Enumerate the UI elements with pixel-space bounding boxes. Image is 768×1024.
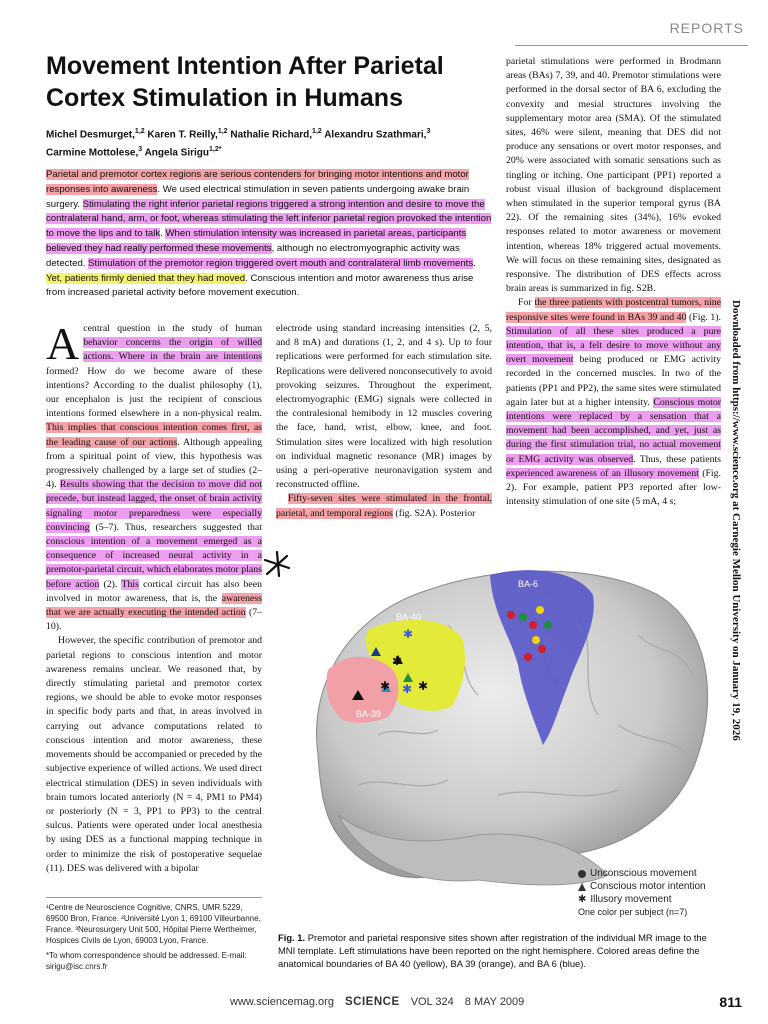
issue-date: 8 MAY 2009 — [464, 996, 525, 1008]
unconscious-marker — [529, 621, 537, 629]
text-run: . — [473, 257, 476, 269]
unconscious-marker — [524, 653, 532, 661]
highlighted-text: conscious intention of a movement emerged as a consequence of increased neural activity in a premotor-parietal circuit, which elaborates motor plans before action — [46, 536, 262, 590]
text-run: being produced or EMG activity recorded in the concerned muscles. In two of the patients (PP1 and PP2), the same sites were stimulated again later but at a higher intensity. — [506, 354, 721, 408]
caption-label: Fig. 1. — [278, 932, 306, 943]
paragraph — [46, 318, 263, 634]
text-run: cortical circuit has also been involved in motor awareness, that is, the — [46, 578, 262, 604]
unconscious-marker — [544, 621, 552, 629]
highlighted-text: Fifty-seven sites were stimulated in the frontal, parietal, and temporal regions — [276, 493, 492, 519]
illusory-marker: ✱ — [402, 682, 413, 696]
legend-note: One color per subject (n=7) — [578, 907, 688, 917]
footnotes — [46, 897, 262, 976]
drop-cap: A — [46, 318, 80, 369]
illusory-marker: ✱ — [403, 627, 414, 641]
highlighted-text: Stimulation of all these sites produced a pure intention, that is, a felt desire to move without any overt movement — [506, 325, 721, 366]
unconscious-marker — [519, 613, 527, 621]
paragraph — [276, 322, 492, 492]
text-run: . Although appealing from a spiritual point of view, this hypothesis was progressively challenged by a large set of studies (2–4). — [46, 436, 263, 491]
download-notice: Downloaded from https://www.science.org at Carnegie Mellon University on January 19, 2026 — [730, 300, 742, 741]
label-ba39: BA-39 — [356, 709, 382, 719]
unconscious-marker — [507, 611, 515, 619]
text-run: (5–7). Thus, researchers suggested that — [89, 521, 262, 533]
highlighted-text: This implies that conscious intention comes first, as the leading cause of our actions — [46, 422, 262, 448]
volume: VOL 324 — [410, 996, 454, 1008]
paragraph — [46, 634, 262, 875]
author-name: Karen T. Reilly, — [144, 129, 218, 141]
author-name: Alexandru Szathmari, — [321, 129, 427, 141]
circle-icon — [578, 870, 586, 878]
figure-legend — [578, 867, 706, 919]
text-run: . — [160, 228, 166, 240]
highlighted-text: When stimulation intensity was increased in parietal areas, participants believed they had really performed these movements — [46, 228, 467, 254]
text-run: . We used electrical stimulation in seven patients undergoing awake brain surgery. — [46, 183, 470, 210]
label-ba40: BA-40 — [396, 612, 422, 622]
author-affiliation-mark: 1,2* — [209, 146, 222, 154]
highlighted-text: experienced awareness of an illusory movement — [506, 467, 699, 479]
section-label: REPORTS — [669, 20, 744, 36]
figure-caption — [278, 931, 723, 970]
text-run: (7–10). — [46, 607, 262, 633]
author-affiliation-mark: 1,2 — [217, 128, 228, 135]
author-affiliation-mark: 1,2 — [312, 128, 322, 135]
header-rule — [515, 45, 748, 46]
legend-unconscious: Unconscious movement — [578, 867, 706, 880]
paragraph — [276, 492, 492, 520]
text-run: central question in the study of human — [83, 323, 262, 334]
highlighted-text: Parietal and premotor cortex regions are serious contenders for bringing motor intentions and motor responses into awareness — [46, 169, 469, 195]
author-name: Angela Sirigu — [142, 147, 210, 159]
journal-url: www.sciencemag.org — [230, 996, 334, 1008]
text-run: parietal stimulations were performed in Brodmann areas (BAs) 7, 39, and 40. Premotor stimulations were performed in the dorsal sector of BA 6, excluding the convexity and mesial structures involving the supplementary motor area (SMA). Of the stimulated sites, 46% were silent, meaning that DES did not produce any sensations or overt motor responses, and 20% were associated with somatic sensations such as tingling or itching. One participant (PP1) reported a robust visual illusion of background displacement when stimulated in the superior temporal gyrus (BA 22). Of the remaining sites (34%), 16% evoked responses related to motor awareness or movement intention, whereas 18% triggered actual movements. We will focus on these remaining sites, designated as responsive. The distribution of DES effects across brain areas is summarized in fig. S2B. — [506, 56, 721, 295]
legend-conscious: Conscious motor intention — [578, 880, 706, 893]
highlighted-text: This — [121, 578, 139, 590]
abstract — [46, 168, 492, 301]
illusory-marker: ✱ — [418, 679, 429, 693]
highlighted-text: Yet, patients firmly denied that they had moved — [46, 272, 246, 284]
asterisk-icon: ✱ — [578, 894, 587, 905]
body-column-1 — [46, 318, 263, 876]
body-column-3 — [506, 55, 721, 510]
paragraph — [506, 55, 721, 296]
label-ba6: BA-6 — [518, 579, 539, 589]
legend-illusory: ✱ Illusory movement — [578, 894, 672, 905]
author-name: Carmine Mottolese, — [46, 147, 139, 159]
text-run: However, the specific contribution of premotor and parietal regions to conscious intention and motor awareness remains unclear. We reasoned that, by directly stimulating parietal and premotor cortex regions, we should be able to evoke motor responses in specific body parts and that, in areas involved in carrying out advance computations related to conscious intention and motor awareness, these movements should be accompanied or preceded by the subjective experience of willed actions. We used direct electrical stimulation (DES) in seven individuals with brain tumors located anteriorly (N = 4, PM1 to PM4) or posteriorly (N = 3, PP1 to PP3) to the central sulcus. Patients were operated under local anesthesia by using DES as a functional mapping technique in order to minimize the risk of postoperative sequelae (11). DES was delivered with a bipolar — [46, 635, 262, 874]
page-footer — [230, 996, 524, 1008]
author-name: Nathalie Richard, — [227, 129, 313, 141]
text-run: . Thus, these patients — [633, 453, 721, 465]
text-run: For — [518, 297, 535, 309]
illusory-marker: ✱ — [380, 679, 391, 693]
author-affiliation-mark: 3 — [426, 128, 431, 135]
highlighted-text: Conscious motor intentions were replaced by a sensation that a movement had been accomplished, and yet, just as during the first stimulation trial, no actual movement or EMG activity was observed — [506, 396, 721, 465]
author-affiliation-mark: 1,2 — [134, 128, 145, 135]
text-run: electrode using standard increasing intensities (2, 5, and 8 mA) and durations (1, 2, and 4 s). Up to four replications were performed for each stimulation site. Replications were delivered nonconsecutively to avoid provoking seizures. Throughout the experiment, electromyographic (EMG) signals were collected in the contralesional hemibody in 12 muscles covering the face, hand, wrist, elbow, knee, and foot. Stimulation sites were localized with high resolution on individual magnetic resonance (MR) images by using a peri-operative neuronavigation system and reconstructed offline. — [276, 323, 492, 491]
triangle-icon — [578, 883, 586, 891]
highlighted-text: the three patients with postcentral tumors, nine responsive sites were found in BAs 39 and 40 — [506, 297, 721, 323]
illusory-marker: ✱ — [392, 654, 403, 668]
unconscious-marker — [536, 606, 544, 614]
text-run: formed? How do we become aware of these intentions? According to the dualist philosophy (1), our encephalon is just the recipient of conscious intentions formed elsewhere in a non-physical realm. — [46, 365, 262, 420]
journal-name: SCIENCE — [345, 996, 400, 1008]
text-run: . Conscious intention and motor awareness thus arise from increased parietal activity before movement execution. — [46, 272, 474, 299]
author-list — [46, 124, 486, 161]
text-run: (Fig. 2). For example, patient PP3 reported after low-intensity stimulation of one site (5 mA, 4 s; — [506, 467, 721, 508]
page-number: 811 — [719, 994, 742, 1010]
body-column-2 — [276, 322, 492, 521]
highlighted-text: Stimulating the right inferior parietal regions triggered a strong intention and desire to move the contralateral hand, arm, or foot, whereas stimulating the left inferior parietal region provoked the intention to move the lips and to talk — [46, 198, 492, 240]
affiliations: ¹Centre de Neuroscience Cognitive, CNRS, UMR 5229, 69500 Bron, France. ²Université Lyon 1, 69100 Villeurbanne, France. ³Neurosurgery Unit 500, Hôpital Pierre Wertheimer, Hospices Civils de Lyon, 69003 Lyon, France. — [46, 903, 261, 945]
article-title: Movement Intention After Parietal Cortex Stimulation in Humans — [46, 52, 444, 112]
highlighted-text: behavior concerns the origin of willed actions. Where in the brain are intentions — [83, 337, 262, 363]
highlighted-text: Results showing that the decision to move did not precede, but instead lagged, the onset of brain activity signaling motor preparedness were especially convincing — [46, 479, 262, 533]
text-run: (Fig. 1). — [686, 311, 721, 323]
text-run: (fig. S2A). Posterior — [392, 507, 476, 519]
highlighted-text: Stimulation of the premotor region triggered overt mouth and contralateral limb movements — [88, 257, 474, 269]
author-name: Michel Desmurget, — [46, 129, 135, 141]
unconscious-marker — [538, 645, 546, 653]
correspondence: *To whom correspondence should be addressed. E-mail: sirigu@isc.cnrs.fr — [46, 951, 247, 971]
highlighted-text: awareness that we are actually executing the intended action — [46, 592, 262, 619]
author-affiliation-mark: 3 — [138, 146, 143, 154]
text-run: (2). — [99, 578, 122, 590]
unconscious-marker — [532, 636, 540, 644]
text-run: , although no electromyographic activity was detected. — [46, 242, 460, 269]
paragraph — [506, 296, 721, 509]
caption-text: Premotor and parietal responsive sites shown after registration of the individual MR image to the MNI template. Left stimulations have been reported on the right hemisphere. Colored areas define the anatomical boundaries of BA 40 (yellow), BA 39 (orange), and BA 6 (blue). — [278, 932, 707, 969]
